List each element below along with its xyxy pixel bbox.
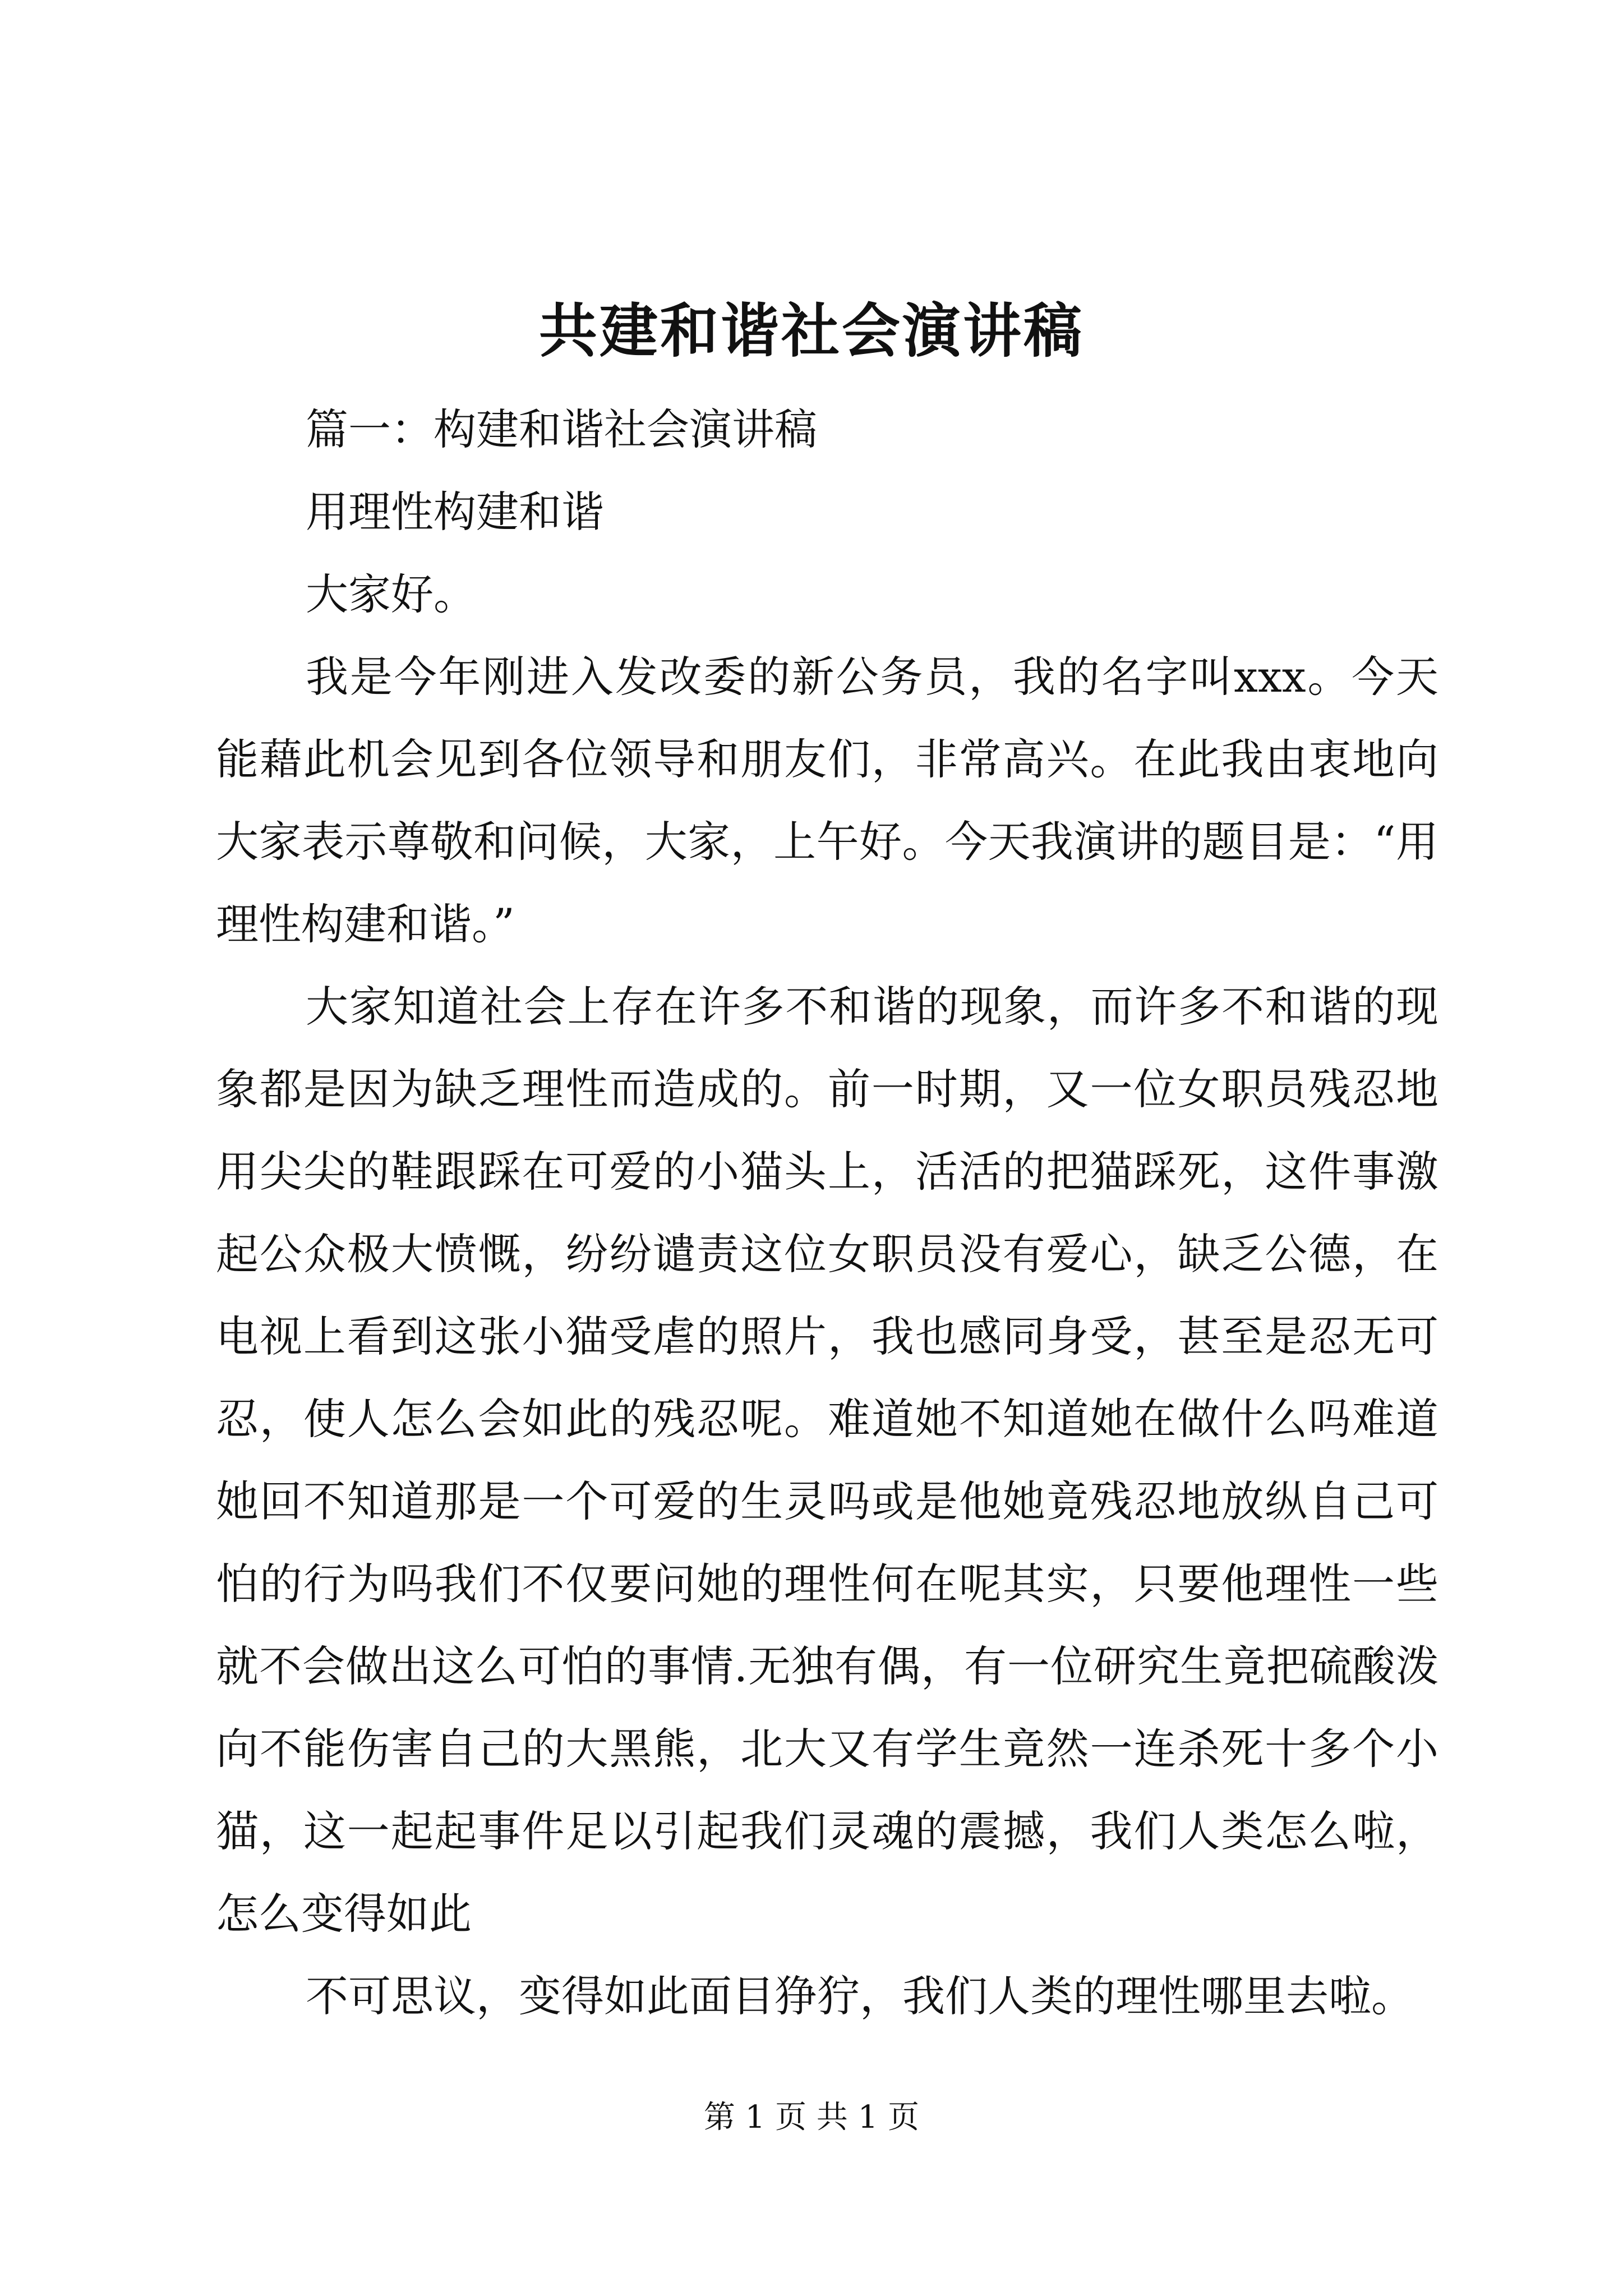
page-number-label: 第 1 页 共 1 页 bbox=[703, 2099, 920, 2136]
page-footer bbox=[0, 2095, 1623, 2140]
greeting: 大家好。 bbox=[306, 569, 476, 619]
paragraph-main: 大家知道社会上存在许多不和谐的现象，而许多不和谐的现象都是因为缺乏理性而造成的。前一时期，又一位女职员残忍地用尖尖的鞋跟踩在可爱的小猫头上，活活的把猫踩死，这件事激起公众极大愤慨，纷纷谴责这位女职员没有爱心，缺乏公德，在电视上看到这张小猫受虐的照片，我也感同身受，甚至是忍无可忍，使人怎么会如此的残忍呢。难道她不知道她在做什么吗难道她回不知道那是一个可爱的生灵吗或是他她竟残忍地放纵自己可怕的行为吗我们不仅要问她的理性何在呢其实，只要他理性一些就不会做出这么可怕的事情.无独有偶，有一位研究生竟把硫酸泼向不能伤害自己的大黑熊，北大又有学生竟然一连杀死十多个小猫，这一起起事件足以引起我们灵魂的震撼，我们人类怎么啦，怎么变得如此 bbox=[216, 982, 1438, 1939]
speech-title: 用理性构建和谐 bbox=[306, 487, 604, 537]
paragraph-closing: 不可思议，变得如此面目狰狞，我们人类的理性哪里去啦。 bbox=[306, 1971, 1414, 2021]
document-title: 共建和谐社会演讲稿 bbox=[538, 296, 1084, 365]
document-body bbox=[216, 388, 1438, 2037]
paragraph-introduction: 我是今年刚进入发改委的新公务员，我的名字叫xxx。今天能藉此机会见到各位领导和朋友们，非常高兴。在此我由衷地向大家表示尊敬和问候，大家，上午好。今天我演讲的题目是：“用理性构建和谐。” bbox=[216, 652, 1438, 949]
section-heading: 篇一：构建和谐社会演讲稿 bbox=[306, 404, 817, 454]
